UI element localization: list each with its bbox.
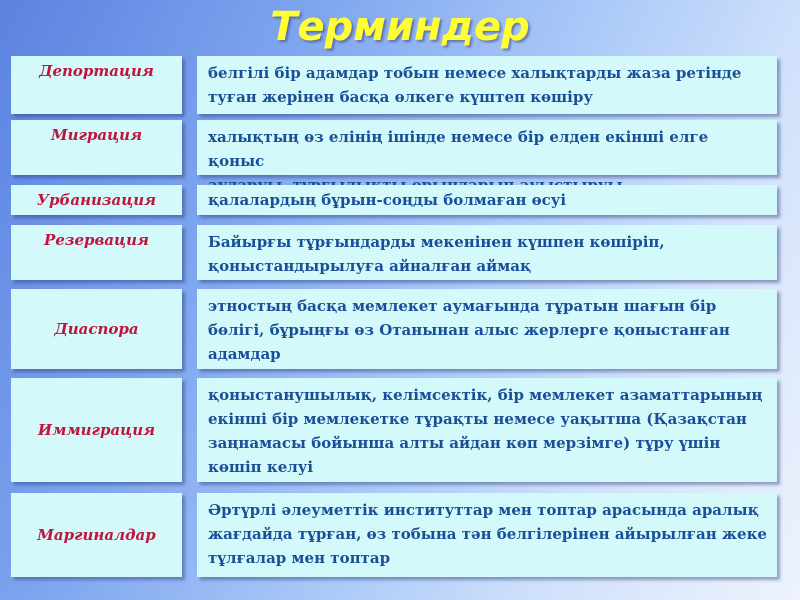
page-title: Терминдер: [270, 4, 530, 50]
term-urbanization: [11, 185, 182, 215]
definition-urbanization: қалалардың бұрын-соңды болмаған өсуі: [197, 185, 777, 215]
term-reservation: [11, 225, 182, 280]
term-label: Резервация: [44, 231, 149, 249]
definition-migration: халықтың өз елінің ішінде немесе бір елден екінші елге қоныс: [197, 120, 777, 175]
term-label: Иммиграция: [37, 421, 156, 439]
term-migration: [11, 120, 182, 175]
definition-reservation: Байырғы тұрғындарды мекенінен күшпен көшіріп, қоныстандырылуға айналған аймақ: [197, 225, 777, 280]
term-label: Урбанизация: [36, 191, 157, 209]
term-diaspora: [11, 289, 182, 369]
term-label: Диаспора: [54, 320, 139, 338]
definition-diaspora: этностың басқа мемлекет аумағында тұратын шағын бір бөлігі, бұрыңғы өз Отанынан алыс жерлерге қоныстанған адамдар: [197, 289, 777, 369]
definition-marginals: Әртүрлі әлеуметтік институттар мен топтар арасында аралық жағдайда тұрған, өз тобына тән белгілерінен айырылған жеке тұлғалар мен топтар: [197, 493, 777, 577]
term-deportation: [11, 56, 182, 114]
term-label: Маргиналдар: [37, 526, 156, 544]
term-label: Депортация: [39, 62, 154, 80]
term-label: Миграция: [50, 126, 143, 144]
term-immigration: [11, 378, 182, 482]
term-marginals: [11, 493, 182, 577]
definition-immigration: қоныстанушылық, келімсектік, бір мемлекет азаматтарының екінші бір мемлекетке тұрақты немесе уақытша (Қазақстан заңнамасы бойынша алты айдан көп мерзімге) тұру үшін көшіп келуі: [197, 378, 777, 482]
definition-deportation: белгілі бір адамдар тобын немесе халықтарды жаза ретінде туған жерінен басқа өлкеге күштеп көшіру: [197, 56, 777, 114]
